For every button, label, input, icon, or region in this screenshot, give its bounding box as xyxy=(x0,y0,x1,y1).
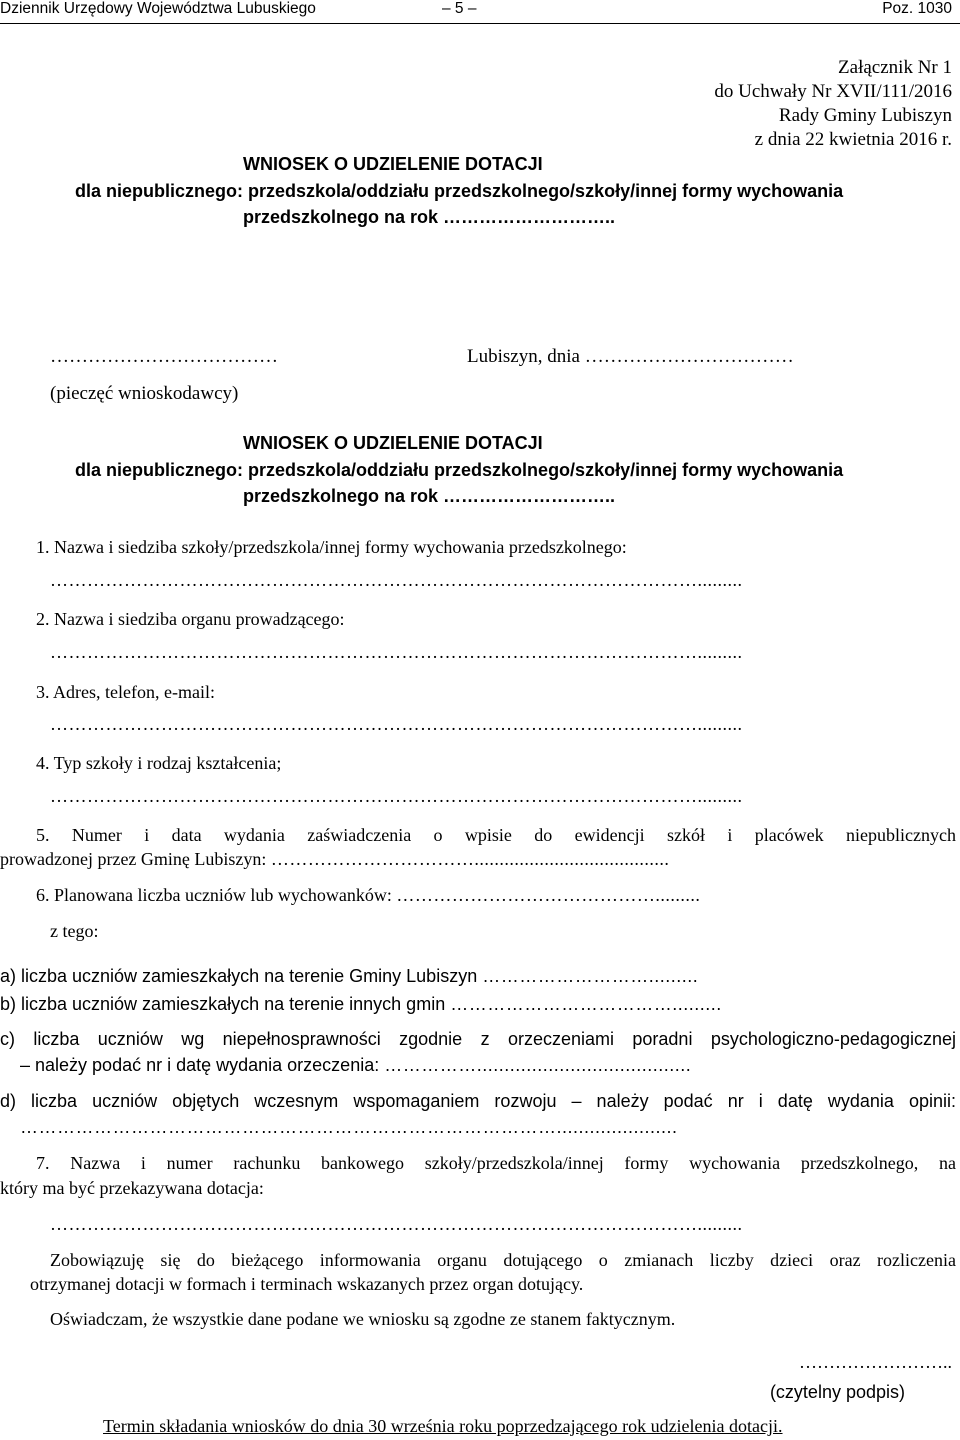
statement: Oświadczam, że wszystkie dane podane we wniosku są zgodne ze stanem faktycznym. xyxy=(50,1309,676,1329)
page-number: – 5 – xyxy=(442,0,477,17)
title-line-1: WNIOSEK O UDZIELENIE DOTACJI xyxy=(243,154,543,174)
title-line-6: przedszkolnego na rok ……………………….. xyxy=(243,486,616,506)
item-6-subtitle: z tego: xyxy=(50,921,99,941)
item-2-fill: ……………………………………………………………………………………………......... xyxy=(50,642,743,662)
item-7-fill: ……………………………………………………………………………………………......... xyxy=(50,1214,743,1234)
header-divider xyxy=(0,23,960,24)
item-6-line xyxy=(36,885,871,906)
title-line-2: dla niepublicznego: przedszkola/oddziału przedszkolnego/szkoły/innej formy wychowania xyxy=(75,181,844,201)
place-date-dots: …………………………… xyxy=(584,346,794,367)
publication-name: Dziennik Urzędowy Województwa Lubuskiego xyxy=(0,0,316,17)
item-6a-label: a) liczba uczniów zamieszkałych na terenie Gminy Lubiszyn xyxy=(0,966,478,986)
item-6a-line xyxy=(0,966,907,987)
item-3-label: 3. Adres, telefon, e-mail: xyxy=(36,682,215,702)
item-6c-line-2 xyxy=(20,1055,919,1076)
item-4-fill: ……………………………………………………………………………………………......... xyxy=(50,786,743,806)
place-date xyxy=(467,346,794,368)
annex-line-1: Załącznik Nr 1 xyxy=(838,57,952,78)
item-4-label: 4. Typ szkoły i rodzaj kształcenia; xyxy=(36,753,282,773)
item-1-label: 1. Nazwa i siedziba szkoły/przedszkola/innej formy wychowania przedszkolnego: xyxy=(36,537,627,557)
annex-line-2: do Uchwały Nr XVII/111/2016 xyxy=(714,81,952,102)
item-2-label: 2. Nazwa i siedziba organu prowadzącego: xyxy=(36,609,345,629)
position-number: Poz. 1030 xyxy=(882,0,952,17)
submission-deadline: Termin składania wniosków do dnia 30 września roku poprzedzającego rok udzielenia dotacji. xyxy=(103,1416,783,1436)
title-line-4: WNIOSEK O UDZIELENIE DOTACJI xyxy=(243,433,543,453)
item-6d-fill: ……………………………………………………………………………...................... xyxy=(20,1117,678,1137)
item-6c-label: – należy podać nr i datę wydania orzeczenia: xyxy=(20,1055,380,1075)
item-6-fill: ……………………………………......... xyxy=(396,885,701,905)
item-6-label: 6. Planowana liczba uczniów lub wychowanków: xyxy=(36,885,392,905)
item-1-fill: ……………………………………………………………………………………………......... xyxy=(50,570,743,590)
annex-line-3: Rady Gminy Lubiszyn xyxy=(778,105,952,126)
item-7-line-2: który ma być przekazywana dotacja: xyxy=(0,1178,264,1198)
signature-dots: …………………….. xyxy=(799,1352,952,1372)
commitment-line-2: otrzymanej dotacji w formach i terminach wskazanych przez organ dotujący. xyxy=(30,1274,584,1294)
title-line-3: przedszkolnego na rok ……………………….. xyxy=(243,207,616,227)
stamp-dots: ……………………………… xyxy=(50,346,278,367)
item-6c-fill: ……………....................................... xyxy=(384,1055,692,1075)
item-6b-label: b) liczba uczniów zamieszkałych na terenie innych gmin xyxy=(0,994,446,1014)
stamp-label: (pieczęć wnioskodawcy) xyxy=(50,383,239,404)
item-5-line-2 xyxy=(0,849,871,870)
place-date-label: Lubiszyn, dnia xyxy=(467,346,580,367)
item-5-line-1: 5. Numer i data wydania zaświadczenia o wpisie do ewidencji szkół i placówek niepublicznych xyxy=(36,825,956,845)
item-6c-line-1: c) liczba uczniów wg niepełnosprawności zgodnie z orzeczeniami poradni psychologiczno-pedagogicznej xyxy=(0,1029,956,1049)
annex-line-4: z dnia 22 kwietnia 2016 r. xyxy=(754,129,952,150)
item-6a-fill: ………………………......... xyxy=(482,966,699,986)
item-3-fill: ……………………………………………………………………………………………......... xyxy=(50,714,743,734)
item-5-label: prowadzonej przez Gminę Lubiszyn: xyxy=(0,849,267,869)
commitment-line-1: Zobowiązuję się do bieżącego informowania organu dotującego o zmianach liczby dzieci oraz rozliczenia xyxy=(50,1250,956,1270)
signature-label: (czytelny podpis) xyxy=(769,1382,905,1402)
item-6b-line xyxy=(0,994,915,1015)
item-5-fill: ……………………………....................................... xyxy=(270,849,670,869)
item-7-line-1: 7. Nazwa i numer rachunku bankowego szkoły/przedszkola/innej formy wychowania przedszkolnego, na xyxy=(36,1153,956,1173)
item-6b-fill: ………………………………......... xyxy=(450,994,722,1014)
title-line-5: dla niepublicznego: przedszkola/oddziału przedszkolnego/szkoły/innej formy wychowania xyxy=(75,460,844,480)
item-6d-line-1: d) liczba uczniów objętych wczesnym wspomaganiem rozwoju – należy podać nr i datę wydania opinii: xyxy=(0,1091,956,1111)
